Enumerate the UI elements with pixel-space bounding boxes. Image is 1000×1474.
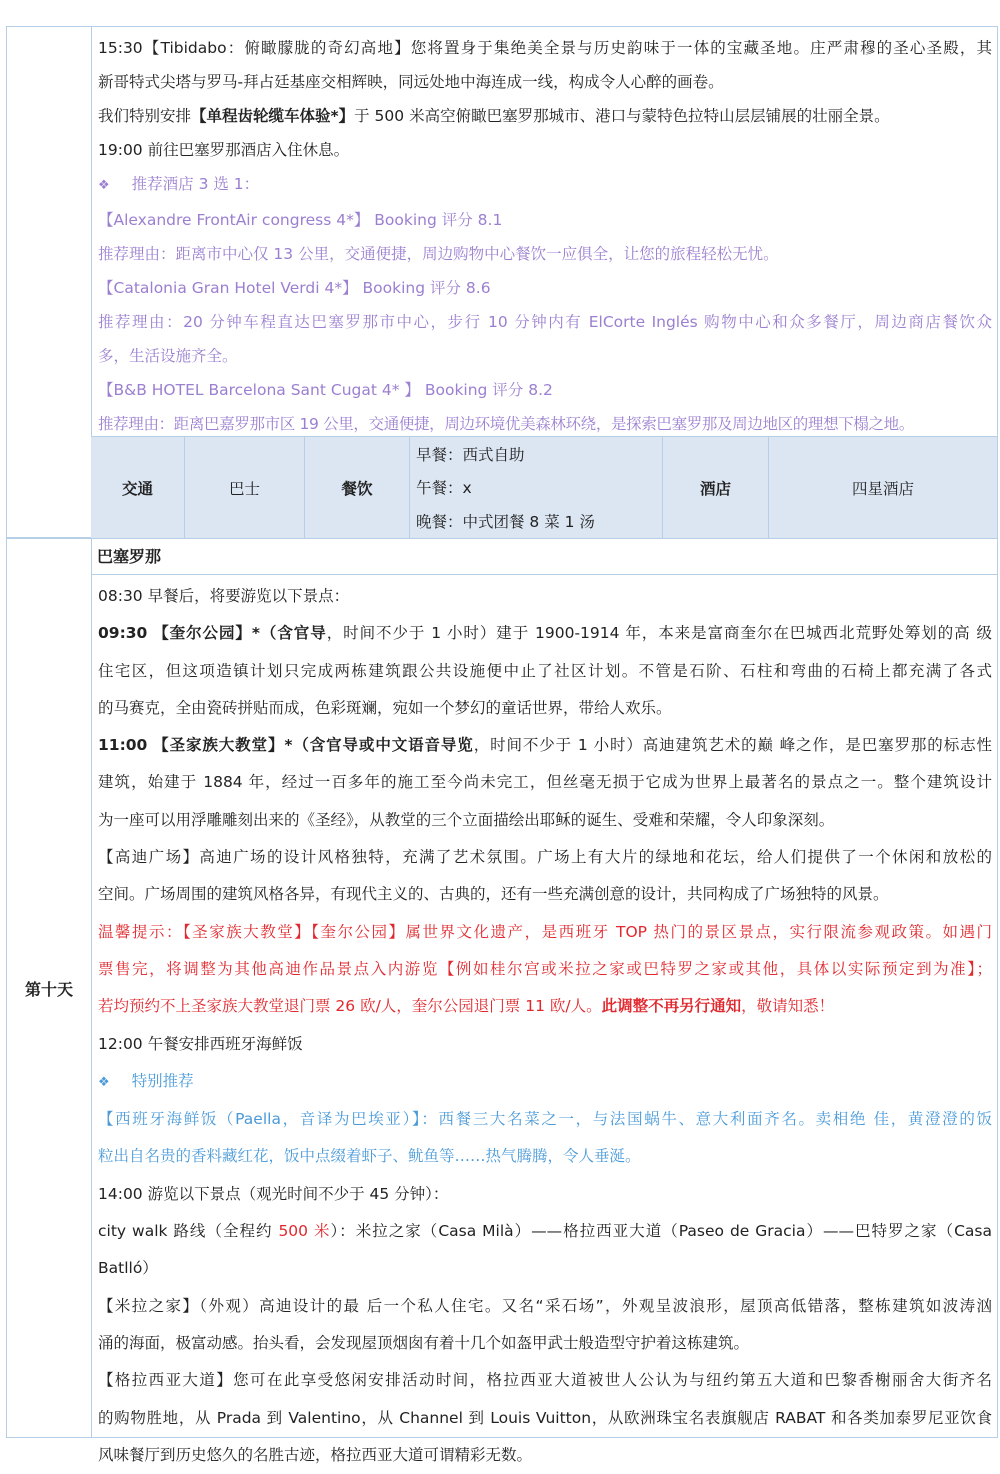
warning-no-notice: 此调整不再另行通知	[601, 997, 742, 1016]
walk-distance: 500 米	[272, 1222, 331, 1241]
gracia-line3: 风味餐厅到历史悠久的名胜古迹，格拉西亚大道可谓精彩无数。	[98, 1445, 533, 1464]
walk-post: ）：米拉之家（Casa Milà）——格拉西亚大道（Paseo de Gracia）——巴特罗之家（Casa	[330, 1222, 992, 1241]
warning-line3	[98, 988, 992, 1025]
meals-cell	[410, 437, 663, 538]
hotel-3-name: 【B&B HOTEL Barcelona Sant Cugat 4* 】 Booking 评分 8.2	[98, 381, 553, 399]
funicular-line	[98, 99, 992, 133]
warning-line1: 温馨提示：【圣家族大教堂】【奎尔公园】属世界文化遗产，是西班牙 TOP 热门的景区景点，实行限流参观政策。如遇门	[98, 922, 992, 941]
paella-line2: 粒出自名贵的香料藏红花，饭中点缀着虾子、鱿鱼等……热气腾腾，令人垂涎。	[98, 1147, 641, 1166]
walk-line1	[98, 1213, 992, 1250]
diamond-bullet-icon: ❖	[98, 1074, 110, 1090]
day10-day-cell	[6, 538, 92, 1438]
sagrada-line3: 为一座可以用浮雕雕刻出来的《圣经》，从教堂的三个立面描绘出耶稣的诞生、受难和荣耀，令人印象深刻。	[98, 810, 835, 829]
transport-value: 巴士	[185, 437, 305, 538]
hotel-2-reason-cont: 多，生活设施齐全。	[98, 347, 238, 365]
gracia-line2: 的购物胜地，从 Prada 到 Valentino，从 Channel 到 Louis Vuitton，从欧洲珠宝名表旗舰店 RABAT 和各类加泰罗尼亚饮食	[98, 1408, 992, 1427]
sagrada-time: 11:00	[98, 736, 148, 755]
lunch-text: 午餐：x	[416, 479, 472, 498]
hotel-1-name: 【Alexandre FrontAir congress 4*】 Booking 评分 8.1	[98, 211, 503, 229]
day10-label: 第十天	[24, 979, 73, 999]
breakfast-line: 08:30 早餐后，将要游览以下景点：	[98, 587, 350, 605]
dinner-text: 晚餐：中式团餐 8 菜 1 汤	[416, 513, 595, 532]
hotel-2-name: 【Catalonia Gran Hotel Verdi 4*】 Booking 评分 8.6	[98, 279, 491, 297]
hotels-heading	[98, 167, 992, 203]
park-rest1: ，时间不少于 1 小时）建于 1900-1914 年，本来是富商奎尔在巴城西北荒野处筹划的高 级	[326, 624, 992, 643]
park-guide: （含官导	[259, 624, 327, 643]
funicular-pre: 我们特别安排	[98, 107, 192, 125]
special-heading-text: 特别推荐	[131, 1071, 194, 1090]
day10-content	[92, 578, 998, 1474]
diamond-bullet-icon: ❖	[98, 178, 110, 193]
gaudi-square-line2: 空间。广场周围的建筑风格各异，有现代主义的、古典的，还有一些充满创意的设计，共同构成了广场独特的风景。	[98, 885, 889, 904]
lunch-line: 12:00 午餐安排西班牙海鲜饭	[98, 1034, 303, 1053]
sagrada-guide: （含官导或中文语音导览	[292, 736, 474, 755]
day9-day-cell	[6, 26, 92, 538]
hotel-1-reason: 推荐理由：距离市中心仅 13 公里，交通便捷，周边购物中心餐饮一应俱全，让您的旅程轻松无忧。	[98, 245, 779, 263]
funicular-post: 于 500 米高空俯瞰巴塞罗那城市、港口与蒙特色拉特山层层铺展的壮丽全景。	[354, 107, 890, 125]
park-guell-line2: 住宅区，但这项造镇计划只完成两栋建筑跟公共设施便中止了社区计划。不管是石阶、石柱和弯曲的石椅上都充满了各式	[98, 661, 992, 680]
sagrada-line2: 建筑，始建于 1884 年，经过一百多年的施工至今尚未完工，但丝毫无损于它成为世界上最著名的景点之一。整个建筑设计	[98, 773, 992, 792]
funicular-highlight: 【单程齿轮缆车体验*】	[191, 107, 355, 125]
gaudi-square-line1: 【高迪广场】高迪广场的设计风格独特，充满了艺术氛围。广场上有大片的绿地和花坛，给人们提供了一个休闲和放松的	[98, 848, 992, 867]
park-name: 【奎尔公园】*	[153, 624, 260, 643]
mila-line2: 涌的海面，极富动感。抬头看，会发现屋顶烟囱有着十几个如盔甲武士般造型守护着这栋建筑。	[98, 1333, 750, 1352]
warning-end: ，敬请知悉！	[741, 997, 835, 1016]
sagrada-line1	[98, 727, 992, 764]
warning-refund: 若均预约不上圣家族大教堂退门票 26 欧/人，奎尔公园退门票 11 欧/人。	[98, 997, 602, 1016]
day9-meal-row	[91, 436, 997, 538]
day9-content	[92, 31, 998, 441]
tibidabo-line2: 新哥特式尖塔与罗马-拜占廷基座交相辉映，同远处地中海连成一线，构成令人心醉的画卷。	[98, 73, 724, 91]
afternoon-line: 14:00 游览以下景点（观光时间不少于 45 分钟）：	[98, 1184, 449, 1203]
hotel-checkin-line: 19:00 前往巴塞罗那酒店入住休息。	[98, 141, 350, 159]
park-time: 09:30	[98, 624, 148, 643]
warning-line2: 票售完，将调整为其他高迪作品景点入内游览【例如桂尔宫或米拉之家或巴特罗之家或其他，具体以实际预定到为准】；	[98, 959, 992, 978]
tibidabo-line1: 15:30【Tibidabo：俯瞰朦胧的奇幻高地】您将置身于集绝美全景与历史韵味于一体的宝藏圣地。庄严肃穆的圣心圣殿，其	[98, 39, 992, 57]
hotel-2-reason: 推荐理由：20 分钟车程直达巴塞罗那市中心，步行 10 分钟内有 ElCorte Inglés 购物中心和众多餐厅，周边商店餐饮众	[98, 313, 992, 331]
hotel-3-reason: 推荐理由：距离巴嘉罗那市区 19 公里，交通便捷，周边环境优美森林环绕，是探索巴塞罗那及周边地区的理想下榻之地。	[98, 415, 914, 433]
sagrada-rest1: ，时间不少于 1 小时）高迪建筑艺术的巅 峰之作，是巴塞罗那的标志性	[473, 736, 992, 755]
hotel-label: 酒店	[663, 437, 769, 538]
hotel-value: 四星酒店	[851, 479, 914, 498]
sagrada-name: 【圣家族大教堂】*	[153, 736, 293, 755]
dining-label: 餐饮	[305, 437, 410, 538]
gracia-line1: 【格拉西亚大道】您可在此享受悠闲安排活动时间，格拉西亚大道被世人公认为与纽约第五大道和巴黎香榭丽舍大街齐名	[98, 1371, 992, 1390]
special-heading	[98, 1063, 992, 1101]
hotels-heading-text: 推荐酒店 3 选 1：	[131, 175, 260, 193]
park-guell-line1	[98, 615, 992, 652]
paella-line1: 【西班牙海鲜饭（Paella，音译为巴埃亚）】：西餐三大名菜之一，与法国蜗牛、意大利面齐名。卖相绝 佳，黄澄澄的饭	[98, 1110, 992, 1129]
breakfast-text: 早餐：西式自助	[416, 445, 525, 464]
walk-line2: Batlló）	[98, 1259, 158, 1278]
walk-pre: city walk 路线（全程约	[98, 1222, 273, 1241]
day10-title: 巴塞罗那	[91, 539, 997, 575]
transport-label: 交通	[91, 437, 185, 538]
mila-line1: 【米拉之家】（外观）高迪设计的最 后一个私人住宅。又名“采石场”，外观呈波浪形，屋顶高低错落，整栋建筑如波涛汹	[98, 1296, 992, 1315]
park-guell-line3: 的马赛克，全由瓷砖拼贴而成，色彩斑斓，宛如一个梦幻的童话世界，带给人欢乐。	[98, 698, 672, 717]
